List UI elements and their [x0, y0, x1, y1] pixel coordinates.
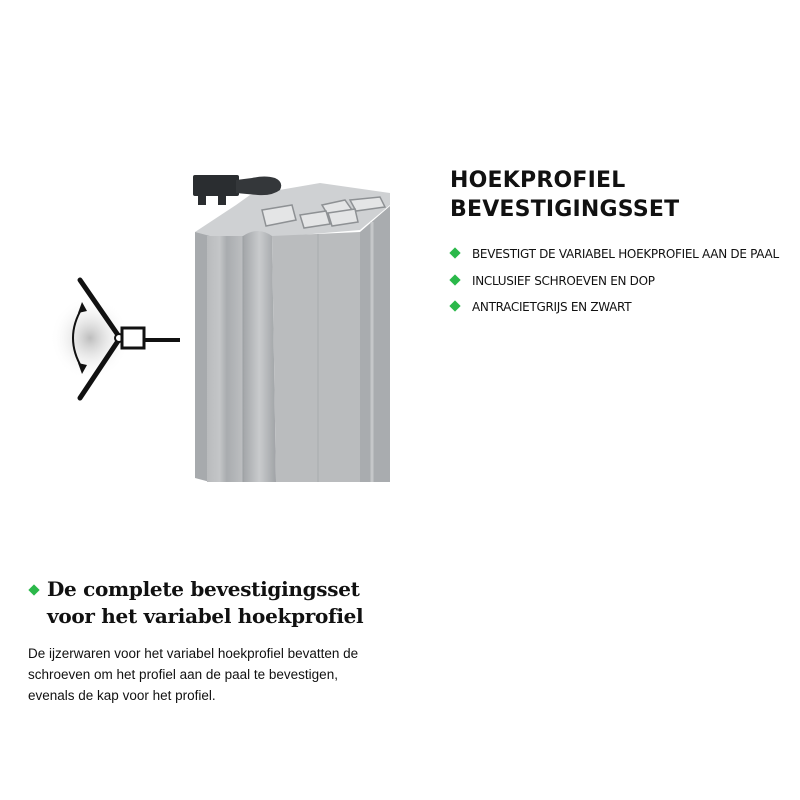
description-line-1: De ijzerwaren voor het variabel hoekprofiel bevatten de — [28, 646, 359, 661]
description-line-3: evenals de kap voor het profiel. — [28, 688, 216, 703]
title-line-1: HOEKPROFIEL — [450, 168, 626, 193]
section-heading — [28, 576, 448, 630]
title-line-2: BEVESTIGINGSSET — [450, 197, 680, 222]
bullet-diamond-icon — [449, 274, 460, 285]
section-description — [28, 643, 428, 706]
section-heading-line-1: De complete bevestigingsset — [47, 577, 360, 601]
angle-adjust-icon — [50, 280, 180, 398]
description-line-2: schroeven om het profiel aan de paal te bevestigen, — [28, 667, 338, 682]
feature-text: ANTRACIETGRIJS EN ZWART — [472, 300, 632, 314]
feature-text: BEVESTIGT DE VARIABEL HOEKPROFIEL AAN DE PAAL — [472, 247, 779, 261]
feature-item — [450, 273, 795, 300]
feature-list — [450, 246, 795, 326]
profile-post — [195, 183, 390, 482]
bullet-diamond-icon — [449, 247, 460, 258]
bullet-diamond-icon — [449, 300, 460, 311]
section-heading-line-2: voor het variabel hoekprofiel — [47, 604, 364, 628]
feature-item — [450, 246, 795, 273]
page-title — [450, 166, 790, 224]
feature-item — [450, 299, 795, 326]
feature-text: INCLUSIEF SCHROEVEN EN DOP — [472, 273, 655, 288]
